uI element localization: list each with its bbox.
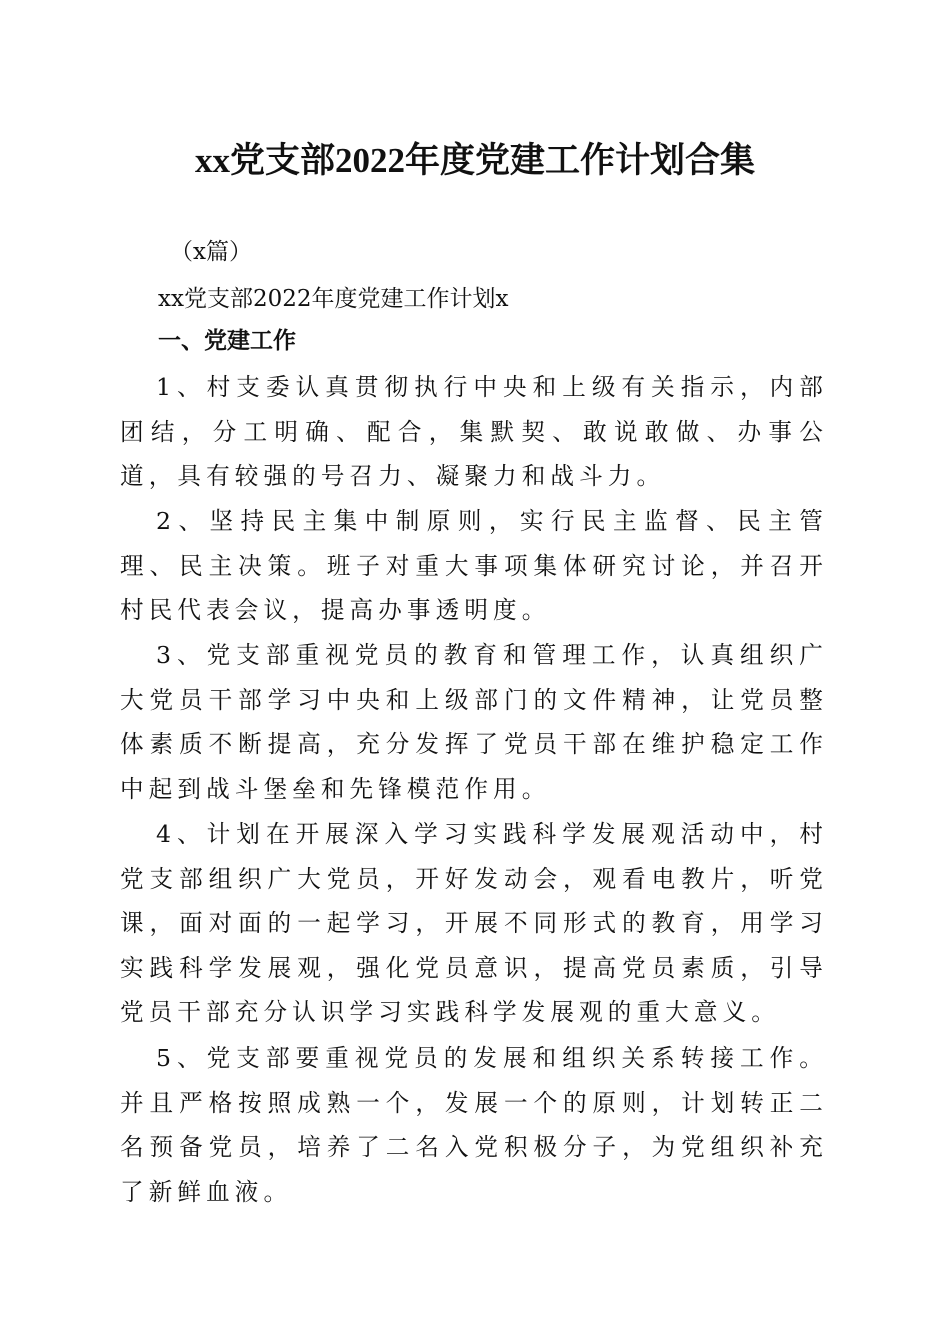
plan-subtitle: xx党支部2022年度党建工作计划x <box>158 286 509 312</box>
paragraph-5: 5、党支部要重视党员的发展和组织关系转接工作。并且严格按照成熟一个，发展一个的原则，计划转正二名预备党员，培养了二名入党积极分子，为党组织补充了新鲜血液。 <box>120 1044 828 1206</box>
document-title: xx党支部2022年度党建工作计划合集 <box>194 141 755 180</box>
paragraph-4: 4、计划在开展深入学习实践科学发展观活动中，村党支部组织广大党员，开好发动会，观看电教片，听党课，面对面的一起学习，开展不同形式的教育，用学习实践科学发展观，强化党员意识，提高党员素质，引导党员干部充分认识学习实践科学发展观的重大意义。 <box>120 820 828 1026</box>
paragraph-3: 3、党支部重视党员的教育和管理工作，认真组织广大党员干部学习中央和上级部门的文件精神，让党员整体素质不断提高，充分发挥了党员干部在维护稳定工作中起到战斗堡垒和先锋模范作用。 <box>120 641 828 803</box>
paragraph-1: 1、村支委认真贯彻执行中央和上级有关指示，内部团结，分工明确、配合，集默契、敢说敢做、办事公道，具有较强的号召力、凝聚力和战斗力。 <box>120 373 828 490</box>
article-count-note: （x篇） <box>170 239 252 265</box>
paragraph-2: 2、坚持民主集中制原则，实行民主监督、民主管理、民主决策。班子对重大事项集体研究讨论，并召开村民代表会议，提高办事透明度。 <box>120 507 828 624</box>
section-heading: 一、党建工作 <box>158 328 296 354</box>
